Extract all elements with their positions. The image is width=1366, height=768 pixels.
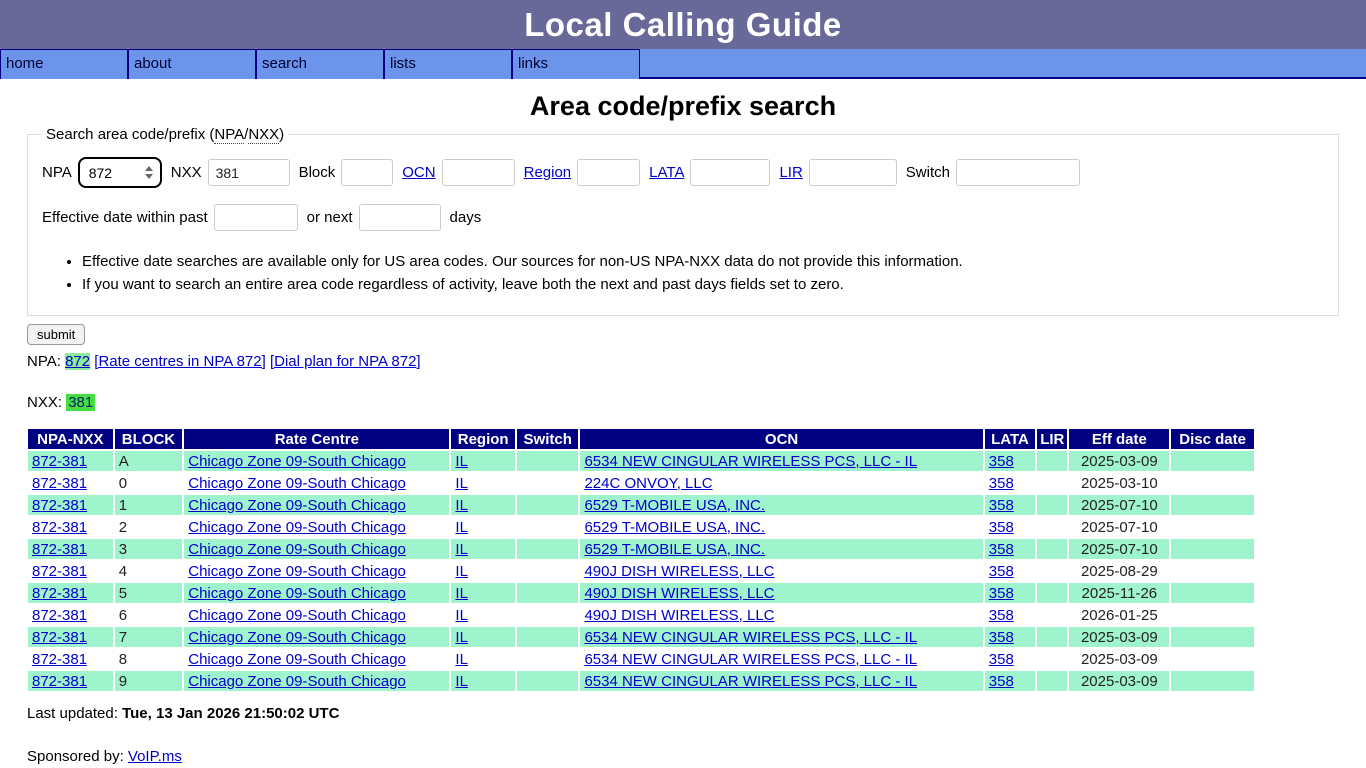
cell-block: 5 xyxy=(115,583,183,603)
lata-link[interactable]: 358 xyxy=(988,606,1014,624)
past-days-input[interactable] xyxy=(214,204,298,231)
cell-npa-nxx xyxy=(28,539,113,559)
lata-link[interactable]: 358 xyxy=(988,540,1014,558)
lata-link[interactable]: 358 xyxy=(988,496,1014,514)
cell-lata xyxy=(985,583,1035,603)
cell-lir xyxy=(1037,451,1067,471)
cell-lir xyxy=(1037,627,1067,647)
submit-button[interactable]: submit xyxy=(27,324,85,345)
cell-lir xyxy=(1037,473,1067,493)
cell-npa-nxx xyxy=(28,561,113,581)
table-row xyxy=(28,627,1254,647)
cell-switch xyxy=(517,517,579,537)
or-next-label: or next xyxy=(306,209,353,226)
ocn-link[interactable]: 6529 T-MOBILE USA, INC. xyxy=(584,496,766,514)
table-row xyxy=(28,605,1254,625)
cell-ocn xyxy=(580,517,982,537)
npa-nxx-link[interactable]: 872-381 xyxy=(32,628,88,646)
effective-date-row xyxy=(42,204,1324,231)
cell-switch xyxy=(517,605,579,625)
cell-lata xyxy=(985,451,1035,471)
cell-eff-date: 2025-03-09 xyxy=(1069,627,1169,647)
cell-ocn xyxy=(580,605,982,625)
cell-ocn xyxy=(580,583,982,603)
cell-lir xyxy=(1037,649,1067,669)
npa-abbr: NPA xyxy=(214,126,245,143)
cell-lata xyxy=(985,539,1035,559)
site-title: Local Calling Guide xyxy=(524,5,842,43)
cell-rate-centre xyxy=(184,517,449,537)
cell-block: 9 xyxy=(115,671,183,691)
npa-value-link[interactable]: 872 xyxy=(65,353,91,370)
cell-eff-date: 2025-07-10 xyxy=(1069,539,1169,559)
cell-rate-centre xyxy=(184,451,449,471)
cell-eff-date: 2025-07-10 xyxy=(1069,495,1169,515)
cell-disc-date xyxy=(1171,627,1254,647)
region-link[interactable]: IL xyxy=(455,496,468,514)
table-row xyxy=(28,451,1254,471)
sponsor-link[interactable]: VoIP.ms xyxy=(127,748,182,765)
cell-rate-centre xyxy=(184,473,449,493)
col-header-lata: LATA xyxy=(985,429,1035,449)
cell-region xyxy=(451,605,515,625)
cell-rate-centre xyxy=(184,561,449,581)
sponsored-line xyxy=(27,748,1366,765)
region-link[interactable]: IL xyxy=(455,650,468,668)
ocn-input[interactable] xyxy=(442,159,515,186)
region-link[interactable]: IL xyxy=(455,672,468,690)
days-label: days xyxy=(449,209,482,226)
nav-item-search[interactable]: search xyxy=(256,49,384,79)
col-header-npa-nxx: NPA-NXX xyxy=(28,429,113,449)
nav-item-about[interactable]: about xyxy=(128,49,256,79)
cell-rate-centre xyxy=(184,539,449,559)
ocn-link[interactable]: 490J DISH WIRELESS, LLC xyxy=(584,562,775,580)
nav-item-home[interactable]: home xyxy=(0,49,128,79)
region-link[interactable]: IL xyxy=(455,628,468,646)
cell-disc-date xyxy=(1171,605,1254,625)
npa-summary-line xyxy=(27,353,1366,370)
npa-label: NPA xyxy=(42,164,72,181)
cell-region xyxy=(451,561,515,581)
last-updated-value: Tue, 13 Jan 2026 21:50:02 UTC xyxy=(122,705,340,722)
ocn-link[interactable]: 6534 NEW CINGULAR WIRELESS PCS, LLC - IL xyxy=(584,452,918,470)
cell-npa-nxx xyxy=(28,671,113,691)
rate-centre-link[interactable]: Chicago Zone 09-South Chicago xyxy=(188,672,406,690)
cell-lata xyxy=(985,495,1035,515)
npa-nxx-link[interactable]: 872-381 xyxy=(32,650,88,668)
cell-lir xyxy=(1037,517,1067,537)
cell-block: 1 xyxy=(115,495,183,515)
cell-switch xyxy=(517,583,579,603)
cell-disc-date xyxy=(1171,649,1254,669)
cell-npa-nxx xyxy=(28,451,113,471)
region-link[interactable]: IL xyxy=(455,518,468,536)
cell-switch xyxy=(517,561,579,581)
cell-block: 0 xyxy=(115,473,183,493)
cell-switch xyxy=(517,627,579,647)
col-header-disc-date: Disc date xyxy=(1171,429,1254,449)
cell-eff-date: 2025-07-10 xyxy=(1069,517,1169,537)
col-header-ocn: OCN xyxy=(580,429,982,449)
rate-centre-link[interactable]: Chicago Zone 09-South Chicago xyxy=(188,518,406,536)
cell-region xyxy=(451,583,515,603)
cell-eff-date: 2025-03-09 xyxy=(1069,649,1169,669)
cell-switch xyxy=(517,671,579,691)
nxx-value-badge: 381 xyxy=(68,394,94,411)
nxx-summary-line xyxy=(27,394,1366,411)
nav-bar xyxy=(0,49,1366,79)
cell-lata xyxy=(985,561,1035,581)
npa-nxx-link[interactable]: 872-381 xyxy=(32,584,88,602)
cell-block: 3 xyxy=(115,539,183,559)
cell-region xyxy=(451,649,515,669)
npa-input-value: 872 xyxy=(88,164,113,181)
rate-centre-link[interactable]: Chicago Zone 09-South Chicago xyxy=(188,452,406,470)
number-spinner-icon[interactable] xyxy=(145,166,153,179)
cell-eff-date: 2025-03-09 xyxy=(1069,451,1169,471)
table-row xyxy=(28,517,1254,537)
cell-eff-date: 2025-11-26 xyxy=(1069,583,1169,603)
lata-link[interactable]: 358 xyxy=(988,628,1014,646)
npa-nxx-link[interactable]: 872-381 xyxy=(32,452,88,470)
region-link[interactable]: IL xyxy=(455,452,468,470)
ocn-link[interactable]: 6534 NEW CINGULAR WIRELESS PCS, LLC - IL xyxy=(584,650,918,668)
cell-disc-date xyxy=(1171,561,1254,581)
lata-link[interactable]: 358 xyxy=(988,650,1014,668)
rate-centre-link[interactable]: Chicago Zone 09-South Chicago xyxy=(188,474,406,492)
cell-block: 7 xyxy=(115,627,183,647)
ocn-link[interactable]: 224C ONVOY, LLC xyxy=(584,474,713,492)
cell-npa-nxx xyxy=(28,517,113,537)
cell-disc-date xyxy=(1171,473,1254,493)
cell-lir xyxy=(1037,605,1067,625)
cell-region xyxy=(451,539,515,559)
nxx-input[interactable] xyxy=(208,159,290,186)
col-header-region: Region xyxy=(451,429,515,449)
col-header-block: BLOCK xyxy=(115,429,183,449)
ocn-link[interactable]: 6534 NEW CINGULAR WIRELESS PCS, LLC - IL xyxy=(584,672,918,690)
cell-disc-date xyxy=(1171,583,1254,603)
cell-lata xyxy=(985,627,1035,647)
nav-item-lists[interactable]: lists xyxy=(384,49,512,79)
lir-input[interactable] xyxy=(809,159,897,186)
last-updated-line xyxy=(27,705,1366,722)
cell-region xyxy=(451,495,515,515)
lata-link[interactable]: 358 xyxy=(988,672,1014,690)
cell-region xyxy=(451,671,515,691)
cell-lir xyxy=(1037,539,1067,559)
cell-block: 4 xyxy=(115,561,183,581)
npa-extra-links xyxy=(94,353,420,370)
cell-ocn xyxy=(580,451,982,471)
col-header-lir: LIR xyxy=(1037,429,1067,449)
cell-npa-nxx xyxy=(28,495,113,515)
note-item: • If you want to search an entire area code regardless of activity, leave both the next and past days fields set to zero. xyxy=(82,276,1324,293)
cell-lata xyxy=(985,649,1035,669)
region-input[interactable] xyxy=(577,159,640,186)
cell-disc-date xyxy=(1171,451,1254,471)
cell-eff-date: 2026-01-25 xyxy=(1069,605,1169,625)
cell-region xyxy=(451,627,515,647)
cell-disc-date xyxy=(1171,671,1254,691)
cell-ocn xyxy=(580,649,982,669)
note-item: • Effective date searches are available only for US area codes. Our sources for non-US NPA-NXX data do not provide this information. xyxy=(82,253,1324,270)
lir-link[interactable]: LIR xyxy=(779,164,803,181)
lata-link[interactable]: 358 xyxy=(988,474,1014,492)
title-banner xyxy=(0,0,1366,49)
lata-link[interactable]: 358 xyxy=(988,452,1014,470)
lata-link[interactable]: LATA xyxy=(649,164,685,181)
cell-ocn xyxy=(580,627,982,647)
cell-disc-date xyxy=(1171,495,1254,515)
table-row xyxy=(28,539,1254,559)
cell-region xyxy=(451,473,515,493)
cell-lir xyxy=(1037,583,1067,603)
cell-lata xyxy=(985,473,1035,493)
region-link[interactable]: IL xyxy=(455,584,468,602)
ocn-link[interactable]: 6529 T-MOBILE USA, INC. xyxy=(584,540,766,558)
cell-region xyxy=(451,451,515,471)
cell-switch xyxy=(517,451,579,471)
cell-switch xyxy=(517,649,579,669)
cell-rate-centre xyxy=(184,495,449,515)
cell-block: A xyxy=(115,451,183,471)
nxx-summary-label: NXX: xyxy=(27,394,63,411)
cell-ocn xyxy=(580,561,982,581)
region-link[interactable]: IL xyxy=(455,606,468,624)
cell-rate-centre xyxy=(184,649,449,669)
col-header-switch: Switch xyxy=(517,429,579,449)
nxx-abbr: NXX xyxy=(248,126,280,143)
cell-npa-nxx xyxy=(28,649,113,669)
cell-block: 2 xyxy=(115,517,183,537)
rate-centre-link[interactable]: Chicago Zone 09-South Chicago xyxy=(188,540,406,558)
npa-nxx-link[interactable]: 872-381 xyxy=(32,496,88,514)
rate-centre-link[interactable]: Chicago Zone 09-South Chicago xyxy=(188,650,406,668)
rate-centre-link[interactable]: Chicago Zone 09-South Chicago xyxy=(188,628,406,646)
cell-rate-centre xyxy=(184,605,449,625)
search-fields-row xyxy=(42,157,1324,188)
table-row xyxy=(28,671,1254,691)
dial-plan-link[interactable]: [Dial plan for NPA 872] xyxy=(269,353,421,370)
block-label: Block xyxy=(298,164,336,181)
nxx-label: NXX xyxy=(170,164,202,181)
legend-slash: / xyxy=(244,126,249,143)
npa-summary-label: NPA: xyxy=(27,353,61,370)
ocn-link[interactable]: 490J DISH WIRELESS, LLC xyxy=(584,606,775,624)
search-legend xyxy=(42,126,288,143)
cell-lata xyxy=(985,517,1035,537)
cell-lata xyxy=(985,671,1035,691)
cell-ocn xyxy=(580,671,982,691)
region-link[interactable]: Region xyxy=(523,164,572,181)
effective-date-label: Effective date within past xyxy=(42,209,208,226)
cell-lir xyxy=(1037,495,1067,515)
block-input[interactable] xyxy=(341,159,393,186)
rate-centre-link[interactable]: Chicago Zone 09-South Chicago xyxy=(188,606,406,624)
page-title: Area code/prefix search xyxy=(529,91,837,121)
next-days-input[interactable] xyxy=(359,204,441,231)
cell-disc-date xyxy=(1171,539,1254,559)
rate-centre-link[interactable]: Chicago Zone 09-South Chicago xyxy=(188,496,406,514)
cell-lata xyxy=(985,605,1035,625)
table-row xyxy=(28,561,1254,581)
npa-nxx-link[interactable]: 872-381 xyxy=(32,672,88,690)
cell-ocn xyxy=(580,539,982,559)
cell-ocn xyxy=(580,495,982,515)
npa-nxx-link[interactable]: 872-381 xyxy=(32,540,88,558)
ocn-link[interactable]: OCN xyxy=(402,164,436,181)
cell-npa-nxx xyxy=(28,605,113,625)
cell-region xyxy=(451,517,515,537)
nav-item-links[interactable]: links xyxy=(512,49,640,79)
results-table xyxy=(26,427,1256,693)
region-link[interactable]: IL xyxy=(455,474,468,492)
lata-link[interactable]: 358 xyxy=(988,518,1014,536)
cell-lir xyxy=(1037,561,1067,581)
notes-list xyxy=(66,253,1324,293)
table-row xyxy=(28,583,1254,603)
table-row xyxy=(28,649,1254,669)
cell-block: 8 xyxy=(115,649,183,669)
region-link[interactable]: IL xyxy=(455,540,468,558)
cell-rate-centre xyxy=(184,671,449,691)
lata-link[interactable]: 358 xyxy=(988,584,1014,602)
lata-link[interactable]: 358 xyxy=(988,562,1014,580)
col-header-eff-date: Eff date xyxy=(1069,429,1169,449)
cell-rate-centre xyxy=(184,627,449,647)
npa-nxx-link[interactable]: 872-381 xyxy=(32,562,88,580)
cell-switch xyxy=(517,539,579,559)
cell-disc-date xyxy=(1171,517,1254,537)
cell-ocn xyxy=(580,473,982,493)
lata-input[interactable] xyxy=(690,159,770,186)
cell-eff-date: 2025-03-09 xyxy=(1069,671,1169,691)
last-updated-label: Last updated: xyxy=(27,705,118,722)
switch-input[interactable] xyxy=(956,159,1080,186)
npa-nxx-link[interactable]: 872-381 xyxy=(32,518,88,536)
cell-npa-nxx xyxy=(28,583,113,603)
region-link[interactable]: IL xyxy=(455,562,468,580)
rate-centre-link[interactable]: Chicago Zone 09-South Chicago xyxy=(188,562,406,580)
ocn-link[interactable]: 6529 T-MOBILE USA, INC. xyxy=(584,518,766,536)
cell-switch xyxy=(517,473,579,493)
rate-centre-link[interactable]: Chicago Zone 09-South Chicago xyxy=(188,584,406,602)
table-row xyxy=(28,473,1254,493)
rate-centres-link[interactable]: [Rate centres in NPA 872] xyxy=(94,353,266,370)
legend-suffix: ) xyxy=(279,126,285,143)
cell-npa-nxx xyxy=(28,627,113,647)
cell-rate-centre xyxy=(184,583,449,603)
legend-text: Search area code/prefix ( xyxy=(46,126,215,143)
cell-switch xyxy=(517,495,579,515)
search-fieldset xyxy=(27,126,1339,316)
cell-eff-date: 2025-03-10 xyxy=(1069,473,1169,493)
npa-nxx-link[interactable]: 872-381 xyxy=(32,474,88,492)
cell-lir xyxy=(1037,671,1067,691)
npa-nxx-link[interactable]: 872-381 xyxy=(32,606,88,624)
cell-eff-date: 2025-08-29 xyxy=(1069,561,1169,581)
ocn-link[interactable]: 490J DISH WIRELESS, LLC xyxy=(584,584,775,602)
table-row xyxy=(28,495,1254,515)
table-header-row xyxy=(28,429,1254,449)
ocn-link[interactable]: 6534 NEW CINGULAR WIRELESS PCS, LLC - IL xyxy=(584,628,918,646)
cell-npa-nxx xyxy=(28,473,113,493)
npa-input[interactable] xyxy=(78,157,162,188)
switch-label: Switch xyxy=(905,164,950,181)
cell-block: 6 xyxy=(115,605,183,625)
sponsored-label: Sponsored by: xyxy=(27,748,124,765)
col-header-rate-centre: Rate Centre xyxy=(184,429,449,449)
